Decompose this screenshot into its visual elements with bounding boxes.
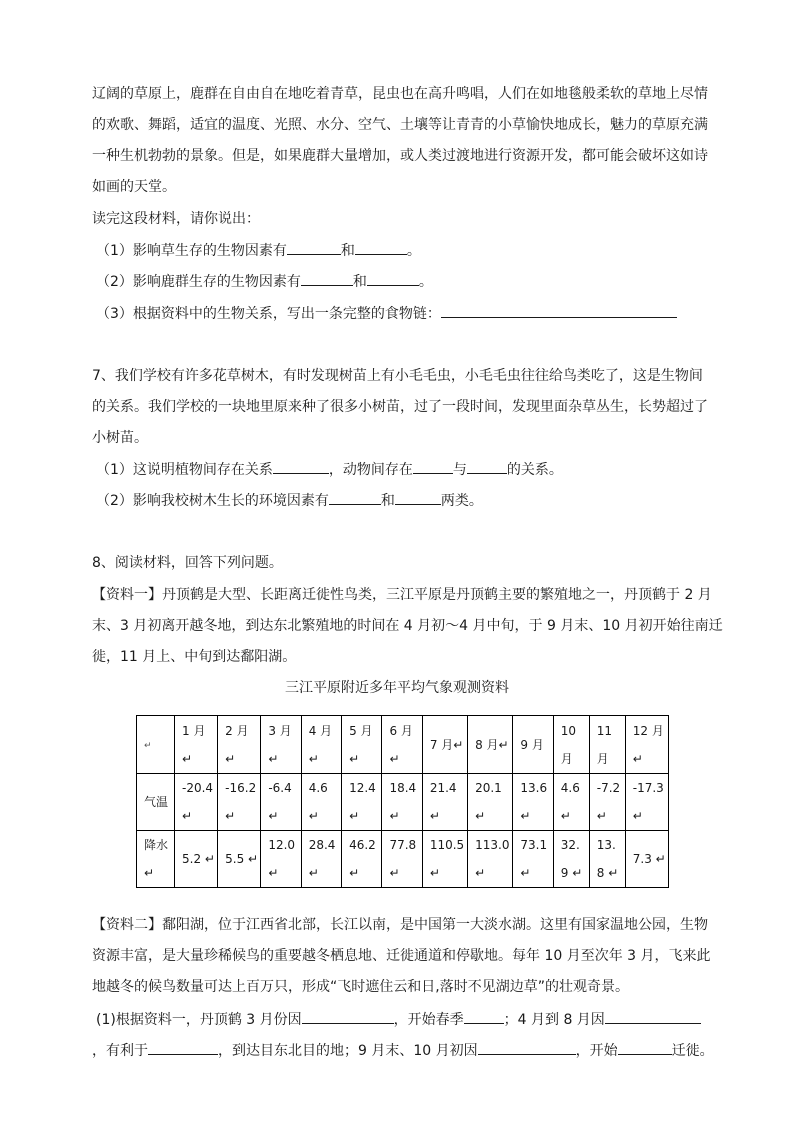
table-cell: 4.6 ↵ bbox=[301, 774, 341, 831]
q6-q2-text: 和 bbox=[352, 274, 367, 290]
table-cell: -16.2 ↵ bbox=[218, 774, 261, 831]
table-cell: 110.5 ↵ bbox=[422, 831, 467, 888]
material2-line: 资源丰富，是大量珍稀候鸟的重要越冬栖息地、迁徙通道和停歇地。每年 10 月至次年 3 月，飞来此 bbox=[92, 948, 711, 964]
answer-blank[interactable] bbox=[467, 459, 507, 474]
q7-q2-text: 和 bbox=[380, 493, 395, 509]
material2-line: 地越冬的候鸟数量可达上百万只，形成“飞时遮住云和日,落时不见湖边草”的壮观奇景。 bbox=[92, 979, 629, 995]
month-header: 11 月 bbox=[589, 716, 625, 774]
month-header: 12 月↵ bbox=[625, 716, 668, 774]
q8-q1-text: (1)根据资料一，丹顶鹤 3 月份因 bbox=[96, 1012, 302, 1028]
q8-q1-text: ；4 月到 8 月因 bbox=[503, 1012, 605, 1028]
climate-table bbox=[136, 715, 669, 888]
q6-question-1 bbox=[96, 240, 716, 261]
table-header-row bbox=[137, 716, 669, 774]
table-cell: 18.4 ↵ bbox=[382, 774, 422, 831]
q7-q1-text: ，动物间存在 bbox=[328, 462, 413, 478]
table-cell: 12.0 ↵ bbox=[261, 831, 301, 888]
row-label: 降水↵ bbox=[137, 831, 175, 888]
q6-q1-text: （1）影响草生存的生物因素有 bbox=[96, 243, 287, 259]
table-cell: 21.4 ↵ bbox=[422, 774, 467, 831]
q8-q1-text: ，到达目东北目的地；9 月末、10 月初因 bbox=[218, 1043, 478, 1059]
material1-line: 【资料一】丹顶鹤是大型、长距离迁徙性鸟类，三江平原是丹顶鹤主要的繁殖地之一，丹顶鹤于 2 月 bbox=[92, 587, 712, 603]
table-corner-cell: ↵ bbox=[137, 716, 175, 774]
q7-question-2 bbox=[96, 490, 716, 511]
q8-q1-text: 迁徙。 bbox=[671, 1043, 714, 1059]
answer-blank[interactable] bbox=[478, 1040, 576, 1055]
month-header: 3 月↵ bbox=[261, 716, 301, 774]
month-header: 4 月↵ bbox=[301, 716, 341, 774]
q7-q2-text: （2）影响我校树木生长的环境因素有 bbox=[96, 493, 329, 509]
q8-title: 8、阅读材料，回答下列问题。 bbox=[92, 555, 283, 571]
material1-line: 末、3 月初离开越冬地，到达东北繁殖地的时间在 4 月初～4 月中旬，于 9 月末、10 月初开始往南迁 bbox=[92, 618, 723, 634]
q8-q1-text: ，有利于 bbox=[92, 1043, 148, 1059]
table-cell: -17.3 ↵ bbox=[625, 774, 668, 831]
table-cell: 73.1 ↵ bbox=[513, 831, 553, 888]
paragraph-line: 如画的天堂。 bbox=[92, 179, 176, 195]
table-cell: 28.4 ↵ bbox=[301, 831, 341, 888]
q8-question-1 bbox=[96, 1009, 716, 1030]
answer-blank[interactable] bbox=[413, 459, 453, 474]
answer-blank[interactable] bbox=[287, 240, 341, 255]
q7-q1-text: 的关系。 bbox=[506, 462, 563, 478]
month-header: 1 月↵ bbox=[175, 716, 218, 774]
material1-line: 徙，11 月上、中旬到达鄱阳湖。 bbox=[92, 649, 297, 665]
month-header: 2 月↵ bbox=[218, 716, 261, 774]
q6-prompt: 读完这段材料，请你说出： bbox=[92, 211, 260, 227]
q6-question-2 bbox=[96, 271, 716, 292]
q6-q1-text: 和 bbox=[340, 243, 355, 259]
answer-blank[interactable] bbox=[355, 240, 407, 255]
table-cell: 77.8 ↵ bbox=[382, 831, 422, 888]
q8-question-1-cont bbox=[92, 1040, 712, 1061]
month-header: 6 月↵ bbox=[382, 716, 422, 774]
q6-question-3 bbox=[96, 303, 716, 324]
table-cell: 5.5 ↵ bbox=[218, 831, 261, 888]
answer-blank[interactable] bbox=[464, 1009, 504, 1024]
answer-blank[interactable] bbox=[329, 490, 381, 505]
paragraph-line: 一种生机勃勃的景象。但是，如果鹿群大量增加，或人类过渡地进行资源开发，都可能会破坏这如诗 bbox=[92, 148, 708, 164]
q7-q1-text: （1）这说明植物间存在关系 bbox=[96, 462, 273, 478]
table-cell: 7.3 ↵ bbox=[625, 831, 668, 888]
answer-blank[interactable] bbox=[148, 1040, 218, 1055]
table-caption: 三江平原附近多年平均气象观测资料 bbox=[285, 680, 509, 696]
answer-blank[interactable] bbox=[395, 490, 441, 505]
answer-blank[interactable] bbox=[367, 271, 419, 286]
month-header: 7 月↵ bbox=[422, 716, 467, 774]
answer-blank[interactable] bbox=[605, 1009, 701, 1024]
table-cell: -20.4 ↵ bbox=[175, 774, 218, 831]
q6-q1-text: 。 bbox=[406, 243, 421, 259]
table-cell: 13.6 ↵ bbox=[513, 774, 553, 831]
q6-q3-text: （3）根据资料中的生物关系，写出一条完整的食物链： bbox=[96, 306, 441, 322]
answer-blank[interactable] bbox=[301, 271, 353, 286]
material2-line: 【资料二】鄱阳湖，位于江西省北部，长江以南，是中国第一大淡水湖。这里有国家温地公园，生物 bbox=[92, 917, 708, 933]
paragraph-line: 辽阔的草原上，鹿群在自由自在地吃着青草，昆虫也在高升鸣唱，人们在如地毯般柔软的草地上尽情 bbox=[92, 86, 708, 102]
answer-blank[interactable] bbox=[441, 303, 677, 318]
table-cell: 4.6 ↵ bbox=[553, 774, 589, 831]
q7-q2-text: 两类。 bbox=[440, 493, 483, 509]
table-cell: 5.2 ↵ bbox=[175, 831, 218, 888]
table-cell: 32.9 ↵ bbox=[553, 831, 589, 888]
answer-blank[interactable] bbox=[618, 1040, 672, 1055]
table-cell: -7.2 ↵ bbox=[589, 774, 625, 831]
table-cell: 12.4 ↵ bbox=[342, 774, 382, 831]
table-cell: 113.0 ↵ bbox=[468, 831, 513, 888]
table-cell: 46.2 ↵ bbox=[342, 831, 382, 888]
q7-line: 小树苗。 bbox=[92, 430, 148, 446]
answer-blank[interactable] bbox=[273, 459, 329, 474]
q7-q1-text: 与 bbox=[452, 462, 467, 478]
table-cell: -6.4 ↵ bbox=[261, 774, 301, 831]
month-header: 10 月 bbox=[553, 716, 589, 774]
q7-question-1 bbox=[96, 459, 716, 480]
table-row bbox=[137, 774, 669, 831]
q6-q2-text: （2）影响鹿群生存的生物因素有 bbox=[96, 274, 301, 290]
month-header: 9 月 bbox=[513, 716, 553, 774]
table-cell: 13.8 ↵ bbox=[589, 831, 625, 888]
q8-q1-text: ，开始 bbox=[575, 1043, 618, 1059]
row-label: 气温 bbox=[137, 774, 175, 831]
q8-q1-text: ，开始春季 bbox=[393, 1012, 464, 1028]
q6-q2-text: 。 bbox=[418, 274, 433, 290]
q7-line: 的关系。我们学校的一块地里原来种了很多小树苗，过了一段时间，发现里面杂草丛生，长势超过了 bbox=[92, 399, 708, 415]
month-header: 8 月↵ bbox=[468, 716, 513, 774]
month-header: 5 月↵ bbox=[342, 716, 382, 774]
table-row bbox=[137, 831, 669, 888]
table-cell: 20.1 ↵ bbox=[468, 774, 513, 831]
q7-line: 7、我们学校有许多花草树木，有时发现树苗上有小毛毛虫，小毛毛虫往往给鸟类吃了，这是生物间 bbox=[92, 368, 703, 384]
answer-blank[interactable] bbox=[302, 1009, 394, 1024]
paragraph-line: 的欢歌、舞蹈，适宜的温度、光照、水分、空气、土壤等让青青的小草愉快地成长，魅力的草原充满 bbox=[92, 117, 708, 133]
